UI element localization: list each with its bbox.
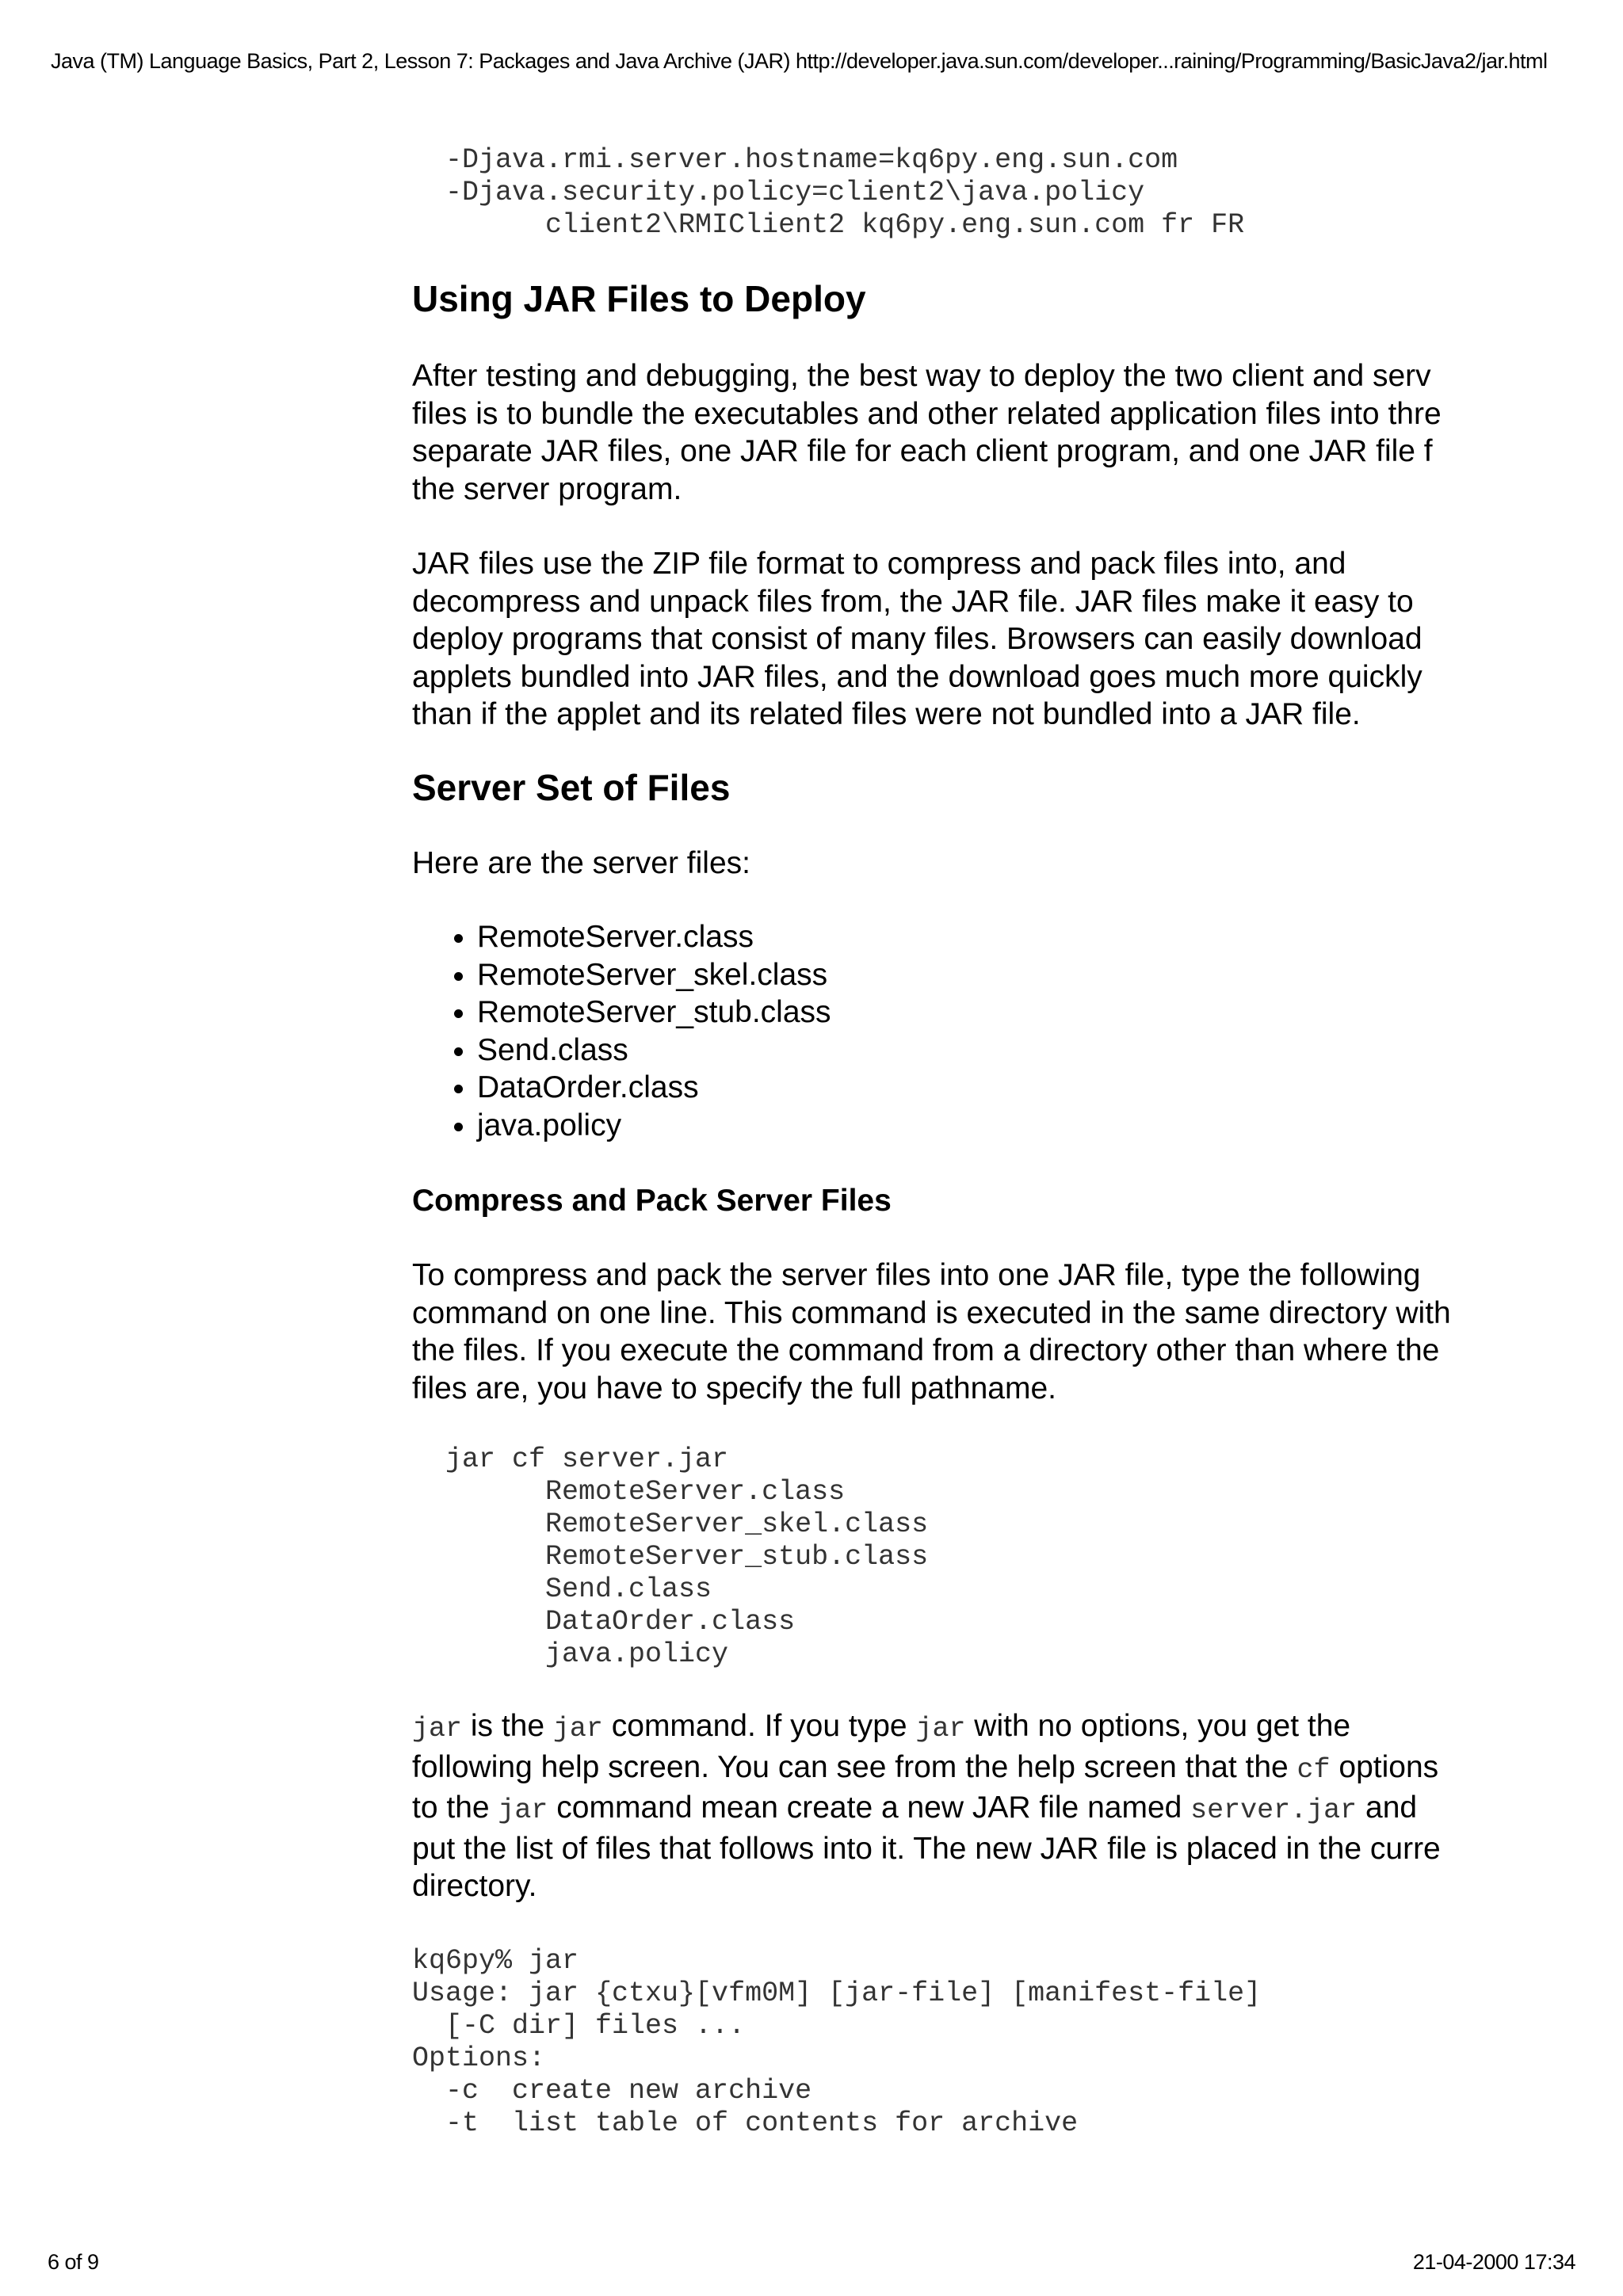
text-fragment: with no options, you get the xyxy=(965,1709,1351,1743)
text-line: To compress and pack the server files into one JAR file, type the following xyxy=(412,1258,1421,1292)
page-number: 6 of 9 xyxy=(48,2250,99,2274)
inline-code: jar xyxy=(552,1713,603,1745)
list-item: • RemoteServer_stub.class xyxy=(477,994,1484,1032)
paragraph-jar-explanation xyxy=(412,1707,1484,1905)
text-line: applets bundled into JAR files, and the download goes much more quickly xyxy=(412,659,1423,694)
paragraph-compress-instructions xyxy=(412,1257,1484,1407)
text-line: decompress and unpack files from, the JAR file. JAR files make it easy to xyxy=(412,584,1414,619)
inline-code: server.jar xyxy=(1190,1794,1358,1826)
text-fragment: command. If you type xyxy=(602,1709,916,1743)
code-block-jar-command: jar cf server.jar RemoteServer.class RemoteServer_skel.class RemoteServer_stub.class Send.class DataOrder.class java.policy xyxy=(445,1444,929,1670)
heading-server-set-of-files: Server Set of Files xyxy=(412,766,731,808)
inline-code: cf xyxy=(1296,1753,1331,1786)
text-fragment: following help screen. You can see from the help screen that the xyxy=(412,1749,1297,1784)
text-line xyxy=(412,1749,1484,1790)
code-block-jar-usage: kq6py% jar Usage: jar {ctxu}[vfm0M] [jar-file] [manifest-file] [-C dir] files ... Options: -c create new archive -t list table of contents for archive xyxy=(412,1944,1262,2139)
text-fragment: options xyxy=(1330,1749,1439,1784)
server-files-list xyxy=(412,918,1484,1144)
text-line: files are, you have to specify the full pathname. xyxy=(412,1371,1056,1405)
list-item: • DataOrder.class xyxy=(477,1069,1484,1107)
text-line: than if the applet and its related files were not bundled into a JAR file. xyxy=(412,697,1361,731)
text-fragment: to the xyxy=(412,1791,498,1825)
text-line: command on one line. This command is executed in the same directory with xyxy=(412,1295,1451,1330)
list-item: • java.policy xyxy=(477,1107,1484,1145)
text-line xyxy=(412,1789,1484,1830)
text-fragment: and xyxy=(1357,1791,1418,1825)
text-line: the files. If you execute the command from a directory other than where the xyxy=(412,1333,1440,1367)
inline-code: jar xyxy=(412,1713,463,1745)
text-line: the server program. xyxy=(412,471,682,506)
text-line: separate JAR files, one JAR file for each client program, and one JAR file f xyxy=(412,434,1433,468)
list-item: • RemoteServer_skel.class xyxy=(477,956,1484,994)
heading-compress-and-pack: Compress and Pack Server Files xyxy=(412,1184,892,1218)
text-line: After testing and debugging, the best way to deploy the two client and serv xyxy=(412,359,1431,393)
list-item: • RemoteServer.class xyxy=(477,918,1484,956)
paragraph-deploy-intro xyxy=(412,357,1484,508)
print-header: Java (TM) Language Basics, Part 2, Lesson 7: Packages and Java Archive (JAR) http://developer.java.sun.com/developer...raining/Programming/BasicJava2/jar.html xyxy=(51,49,1548,73)
code-block-rmi-command: -Djava.rmi.server.hostname=kq6py.eng.sun.com -Djava.security.policy=client2\java.policy client2\RMIClient2 kq6py.eng.sun.com fr FR xyxy=(445,144,1245,241)
text-line: directory. xyxy=(412,1869,537,1903)
text-line xyxy=(412,1707,1484,1749)
text-line: deploy programs that consist of many files. Browsers can easily download xyxy=(412,622,1423,656)
inline-code: jar xyxy=(915,1713,966,1745)
heading-using-jar-files: Using JAR Files to Deploy xyxy=(412,278,866,319)
paragraph-jar-zip-format xyxy=(412,545,1484,734)
text-line: JAR files use the ZIP file format to compress and pack files into, and xyxy=(412,547,1346,581)
print-timestamp: 21-04-2000 17:34 xyxy=(1412,2250,1575,2274)
text-fragment: command mean create a new JAR file named xyxy=(548,1791,1191,1825)
text-fragment: is the xyxy=(462,1709,553,1743)
paragraph-server-files-intro: Here are the server files: xyxy=(412,845,751,880)
inline-code: jar xyxy=(498,1794,548,1826)
list-item: • Send.class xyxy=(477,1032,1484,1070)
document-content xyxy=(412,144,1484,2140)
text-line: put the list of files that follows into it. The new JAR file is placed in the curre xyxy=(412,1831,1441,1866)
text-line: files is to bundle the executables and other related application files into thre xyxy=(412,396,1442,431)
